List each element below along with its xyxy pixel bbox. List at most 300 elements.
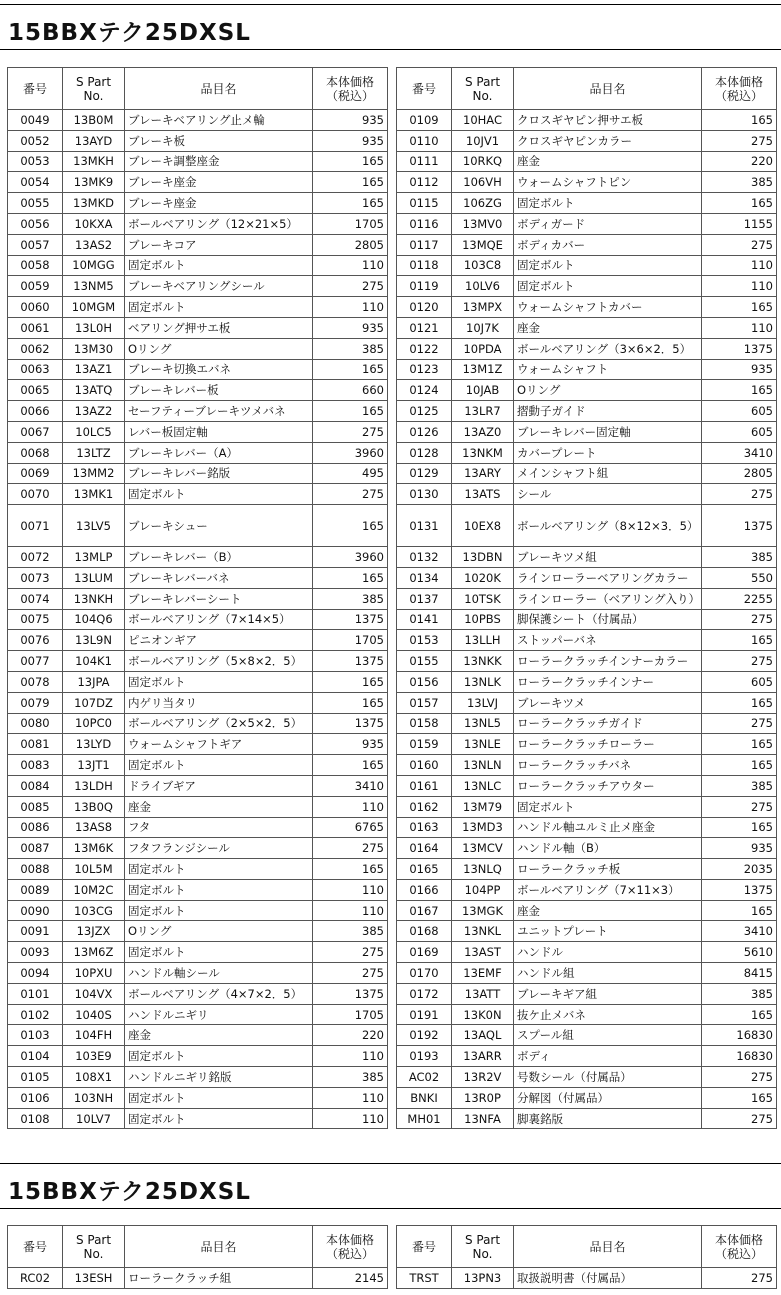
cell-part-no: 13R0P [452,1087,514,1108]
cell-no: 0068 [8,442,63,463]
cell-price: 110 [313,297,388,318]
cell-name: ブレーキレバーシート [125,588,313,609]
title-rule [0,49,781,50]
header-name-text: 品目名 [589,1239,626,1254]
cell-price: 5610 [702,942,777,963]
cell-no: 0094 [8,963,63,984]
cell-price: 110 [313,900,388,921]
parts-table-left [7,67,388,1129]
cell-name: ブレーキレバーバネ [125,567,313,588]
cell-name: ブレーキレバー（A） [125,442,313,463]
header-price [702,68,777,110]
cell-price: 275 [313,838,388,859]
header-no [397,68,452,110]
cell-no: 0079 [8,692,63,713]
cell-no: 0163 [397,817,452,838]
cell-name: 抜ケ止メバネ [514,1004,702,1025]
cell-name: レバー板固定軸 [125,421,313,442]
cell-name: ブレーキツメ [514,692,702,713]
cell-part-no: 10JV1 [452,130,514,151]
cell-part-no: 10PXU [63,963,125,984]
cell-price: 385 [702,983,777,1004]
cell-price: 165 [702,755,777,776]
cell-name: ウォームシャフト [514,359,702,380]
cell-name: ローラークラッチバネ [514,755,702,776]
cell-name: ブレーキ調整座金 [125,151,313,172]
header-name-text: 品目名 [589,81,626,96]
cell-no: 0091 [8,921,63,942]
header-part-no-text: No. [83,88,104,103]
table-row [8,713,388,734]
cell-price: 1375 [313,609,388,630]
cell-part-no: 13LVJ [452,692,514,713]
cell-no: 0053 [8,151,63,172]
table-row [8,421,388,442]
cell-name: メインシャフト組 [514,463,702,484]
cell-name: 固定ボルト [125,1046,313,1067]
cell-part-no: 10L5M [63,859,125,880]
cell-part-no: 13PN3 [452,1268,514,1289]
cell-no: 0072 [8,547,63,568]
cell-name: ブレーキツメ組 [514,547,702,568]
cell-name: ブレーキ切換エバネ [125,359,313,380]
table-row [397,1046,777,1067]
cell-name: ローラークラッチローラー [514,734,702,755]
table-row [397,921,777,942]
cell-name: ブレーキベアリング止メ輪 [125,110,313,131]
table-row [8,1025,388,1046]
table-row [397,1268,777,1289]
cell-no: 0083 [8,755,63,776]
header-no-text: 番号 [411,81,436,96]
cell-part-no: 13M6K [63,838,125,859]
cell-no: 0076 [8,630,63,651]
cell-price: 275 [313,963,388,984]
cell-price: 385 [313,588,388,609]
cell-price: 935 [313,130,388,151]
cell-part-no: 13MPX [452,297,514,318]
cell-part-no: 13LLH [452,630,514,651]
cell-name: ブレーキギア組 [514,983,702,1004]
header-part-no [452,1226,514,1268]
header-no-text: 番号 [22,81,47,96]
cell-no: 0073 [8,567,63,588]
cell-part-no: 103C8 [452,255,514,276]
table-row [8,671,388,692]
cell-name: 座金 [125,1025,313,1046]
header-name [514,68,702,110]
cell-no: 0172 [397,983,452,1004]
table-row [8,401,388,422]
cell-price: 165 [313,671,388,692]
table-row [8,630,388,651]
cell-price: 110 [313,1046,388,1067]
cell-price: 165 [313,692,388,713]
cell-price: 165 [702,1004,777,1025]
cell-no: 0134 [397,567,452,588]
table-row [8,213,388,234]
cell-price: 385 [313,338,388,359]
table-row [8,547,388,568]
cell-part-no: 13MQE [452,234,514,255]
cell-part-no: 13NKM [452,442,514,463]
cell-no: 0109 [397,110,452,131]
table-row [397,234,777,255]
table-row [8,692,388,713]
cell-part-no: 13LDH [63,775,125,796]
cell-price: 220 [313,1025,388,1046]
cell-part-no: 10HAC [452,110,514,131]
table-row [8,775,388,796]
cell-part-no: 13ATQ [63,380,125,401]
header-part-no-text: No. [472,1246,493,1261]
cell-name: ボールベアリング（3×6×2．5） [514,338,702,359]
cell-part-no: 13LR7 [452,401,514,422]
table-row [8,838,388,859]
cell-part-no: 13R2V [452,1067,514,1088]
cell-name: ブレーキシュー [125,505,313,547]
cell-no: 0074 [8,588,63,609]
cell-price: 165 [313,505,388,547]
cell-part-no: 10PDA [452,338,514,359]
cell-price: 605 [702,421,777,442]
cell-name: ブレーキ板 [125,130,313,151]
cell-name: 固定ボルト [125,900,313,921]
cell-name: ボールベアリング（2×5×2．5） [125,713,313,734]
table-row [397,130,777,151]
cell-part-no: 13M1Z [452,359,514,380]
table-row [397,692,777,713]
table-row [397,713,777,734]
table-row [397,567,777,588]
cell-price: 495 [313,463,388,484]
header-price [313,1226,388,1268]
cell-price: 165 [313,859,388,880]
table-row [397,630,777,651]
parts-table-right-2 [396,1225,777,1289]
cell-no: 0063 [8,359,63,380]
header-no-text: 番号 [22,1239,47,1254]
cell-price: 165 [702,734,777,755]
header-part-no-text: S Part [464,1232,501,1247]
table-row [8,110,388,131]
cell-name: ハンドル軸シール [125,963,313,984]
table-row [397,213,777,234]
cell-part-no: 13LTZ [63,442,125,463]
cell-part-no: 13M6Z [63,942,125,963]
cell-part-no: 13K0N [452,1004,514,1025]
cell-name: ウォームシャフトカバー [514,297,702,318]
cell-no: 0049 [8,110,63,131]
cell-name: 固定ボルト [125,1108,313,1129]
cell-name: ローラークラッチインナーカラー [514,651,702,672]
cell-name: ラインローラー（ベアリング入り） [514,588,702,609]
cell-price: 275 [313,276,388,297]
cell-part-no: 13MLP [63,547,125,568]
table-row [8,193,388,214]
cell-price: 1705 [313,213,388,234]
cell-price: 165 [702,297,777,318]
table-row [397,651,777,672]
cell-name: 座金 [514,151,702,172]
cell-name: ハンドルニギリ銘版 [125,1067,313,1088]
cell-name: 脚保護シート（付属品） [514,609,702,630]
cell-part-no: 13ATT [452,983,514,1004]
cell-part-no: 10MGM [63,297,125,318]
cell-price: 110 [702,276,777,297]
cell-price: 1155 [702,213,777,234]
cell-part-no: 107DZ [63,692,125,713]
header-no-text: 番号 [411,1239,436,1254]
cell-name: カバープレート [514,442,702,463]
cell-part-no: 10JAB [452,380,514,401]
cell-name: 座金 [125,796,313,817]
cell-no: 0158 [397,713,452,734]
table-row [397,942,777,963]
cell-name: 固定ボルト [125,297,313,318]
cell-no: 0132 [397,547,452,568]
cell-part-no: 13NKH [63,588,125,609]
cell-part-no: 13MGK [452,900,514,921]
cell-part-no: 13LUM [63,567,125,588]
cell-no: 0071 [8,505,63,547]
cell-part-no: 104K1 [63,651,125,672]
cell-name: 固定ボルト [125,755,313,776]
table-row [397,734,777,755]
cell-no: 0093 [8,942,63,963]
cell-part-no: 108X1 [63,1067,125,1088]
section-title: 15BBXテク25DXSL [8,20,251,46]
cell-part-no: 13NFA [452,1108,514,1129]
cell-no: 0056 [8,213,63,234]
table-row [397,172,777,193]
cell-part-no: 13L0H [63,317,125,338]
parts-table-left-2 [7,1225,388,1289]
cell-name: ブレーキレバー銘版 [125,463,313,484]
cell-price: 385 [313,921,388,942]
cell-part-no: 1020K [452,567,514,588]
cell-name: セーフティーブレーキツメバネ [125,401,313,422]
cell-no: 0159 [397,734,452,755]
table-header-row [8,68,388,110]
table-row [397,151,777,172]
cell-no: 0128 [397,442,452,463]
table-row [397,963,777,984]
cell-name: ボールベアリング（12×21×5） [125,213,313,234]
cell-price: 110 [702,317,777,338]
table-row [8,1108,388,1129]
table-row [8,172,388,193]
cell-price: 605 [702,401,777,422]
cell-name: 座金 [514,317,702,338]
cell-price: 935 [313,317,388,338]
cell-name: 内ゲリ当タリ [125,692,313,713]
cell-price: 275 [702,796,777,817]
header-part-no-text: No. [83,1246,104,1261]
table-row [397,1025,777,1046]
cell-price: 550 [702,567,777,588]
table-row [8,1268,388,1289]
cell-no: 0060 [8,297,63,318]
cell-no: 0069 [8,463,63,484]
header-part-no-text: No. [472,88,493,103]
cell-no: 0104 [8,1046,63,1067]
cell-part-no: 106VH [452,172,514,193]
cell-price: 165 [313,755,388,776]
cell-no: 0168 [397,921,452,942]
table-row [397,1004,777,1025]
cell-part-no: 106ZG [452,193,514,214]
cell-price: 1375 [702,505,777,547]
cell-part-no: 13NLQ [452,859,514,880]
cell-part-no: 13AS8 [63,817,125,838]
cell-price: 275 [702,1108,777,1129]
cell-no: 0059 [8,276,63,297]
cell-no: 0192 [397,1025,452,1046]
table-row [8,442,388,463]
cell-name: 脚裏銘版 [514,1108,702,1129]
cell-no: 0116 [397,213,452,234]
cell-no: 0112 [397,172,452,193]
cell-price: 1705 [313,630,388,651]
cell-part-no: 10MGG [63,255,125,276]
table-row [397,255,777,276]
cell-no: 0122 [397,338,452,359]
table-row [397,317,777,338]
cell-no: AC02 [397,1067,452,1088]
cell-name: クロスギヤピンカラー [514,130,702,151]
cell-no: 0129 [397,463,452,484]
cell-name: 固定ボルト [125,1087,313,1108]
cell-part-no: 13NKL [452,921,514,942]
cell-no: 0067 [8,421,63,442]
cell-part-no: 10RKQ [452,151,514,172]
cell-price: 275 [313,421,388,442]
header-part-no [63,1226,125,1268]
cell-name: 固定ボルト [125,879,313,900]
cell-part-no: 13ATS [452,484,514,505]
cell-no: 0156 [397,671,452,692]
table-header-row [397,1226,777,1268]
cell-price: 385 [702,172,777,193]
cell-part-no: 13MK9 [63,172,125,193]
table-header-row [8,1226,388,1268]
cell-part-no: 10LV7 [63,1108,125,1129]
cell-price: 1375 [702,879,777,900]
cell-no: TRST [397,1268,452,1289]
cell-price: 165 [702,110,777,131]
table-row [8,130,388,151]
cell-price: 16830 [702,1025,777,1046]
cell-price: 275 [702,1067,777,1088]
cell-price: 2255 [702,588,777,609]
cell-price: 2805 [702,463,777,484]
cell-no: 0193 [397,1046,452,1067]
section-title-2: 15BBXテク25DXSL [8,1179,251,1205]
cell-no: 0117 [397,234,452,255]
header-price-text: （税込） [325,1246,374,1261]
cell-name: 固定ボルト [125,255,313,276]
cell-part-no: 13EMF [452,963,514,984]
cell-price: 385 [313,1067,388,1088]
header-price-text: （税込） [325,88,374,103]
cell-part-no: 13NL5 [452,713,514,734]
table-row [8,359,388,380]
table-row [8,276,388,297]
cell-no: 0108 [8,1108,63,1129]
cell-no: 0160 [397,755,452,776]
cell-no: 0124 [397,380,452,401]
table-row [8,900,388,921]
table-row [8,588,388,609]
header-price-text: 本体価格 [714,74,763,89]
cell-no: 0118 [397,255,452,276]
cell-name: クロスギヤピン押サエ板 [514,110,702,131]
table-row [8,817,388,838]
table-row [397,879,777,900]
cell-name: ボールベアリング（5×8×2．5） [125,651,313,672]
cell-price: 16830 [702,1046,777,1067]
cell-part-no: 13LYD [63,734,125,755]
cell-no: 0101 [8,983,63,1004]
cell-part-no: 103E9 [63,1046,125,1067]
cell-name: 固定ボルト [514,255,702,276]
cell-no: 0120 [397,297,452,318]
cell-no: 0153 [397,630,452,651]
table-row [397,609,777,630]
cell-name: ローラークラッチ板 [514,859,702,880]
cell-part-no: 13AST [452,942,514,963]
cell-price: 165 [702,817,777,838]
cell-no: 0102 [8,1004,63,1025]
cell-no: 0078 [8,671,63,692]
cell-price: 165 [702,900,777,921]
table-row [8,1067,388,1088]
cell-price: 110 [313,1087,388,1108]
cell-part-no: 13AS2 [63,234,125,255]
cell-price: 385 [702,775,777,796]
cell-no: 0115 [397,193,452,214]
cell-name: ハンドルニギリ [125,1004,313,1025]
header-name [125,1226,313,1268]
cell-name: フタフランジシール [125,838,313,859]
table-row [397,859,777,880]
cell-price: 935 [313,110,388,131]
cell-no: 0162 [397,796,452,817]
table-row [397,900,777,921]
cell-part-no: 13AZ2 [63,401,125,422]
cell-part-no: 13B0Q [63,796,125,817]
cell-no: 0137 [397,588,452,609]
cell-part-no: 13AQL [452,1025,514,1046]
section2-title-rule [0,1208,781,1209]
cell-name: ピニオンギア [125,630,313,651]
cell-part-no: 10M2C [63,879,125,900]
cell-name: 取扱説明書（付属品） [514,1268,702,1289]
cell-price: 165 [702,1087,777,1108]
table-row [397,442,777,463]
cell-price: 935 [313,734,388,755]
cell-price: 165 [313,172,388,193]
table-row [397,484,777,505]
cell-price: 3410 [702,442,777,463]
cell-part-no: 13NLE [452,734,514,755]
cell-part-no: 1040S [63,1004,125,1025]
cell-part-no: 10EX8 [452,505,514,547]
cell-part-no: 13MM2 [63,463,125,484]
cell-part-no: 10LC5 [63,421,125,442]
cell-price: 1375 [313,983,388,1004]
